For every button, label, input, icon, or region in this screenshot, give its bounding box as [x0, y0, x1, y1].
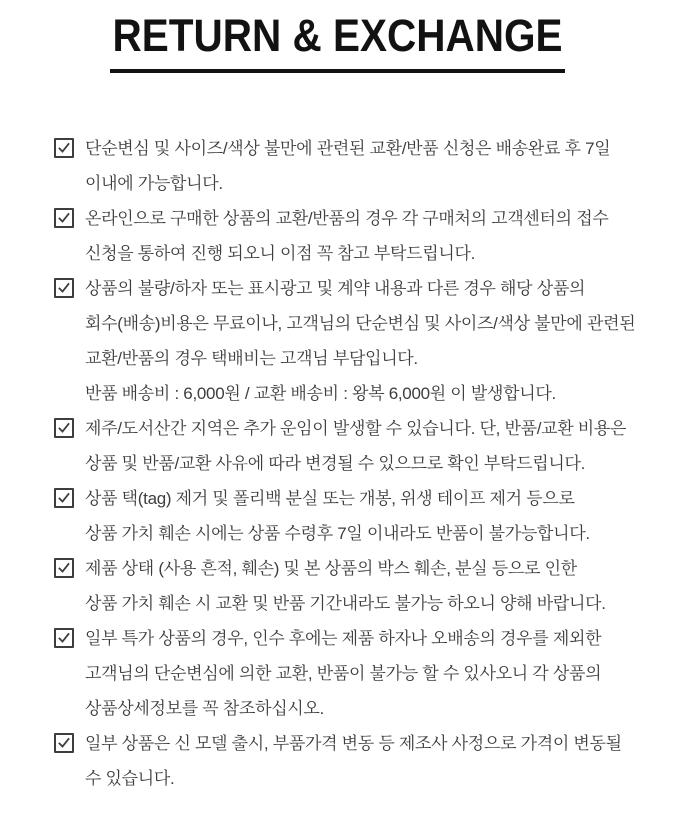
policy-item: [54, 621, 651, 726]
policy-item: [54, 271, 651, 411]
checked-checkbox-icon: [54, 558, 74, 578]
policy-item: [54, 726, 651, 796]
policy-item-line: 수 있습니다.: [85, 769, 175, 788]
policy-item-line: 반품 배송비 : 6,000원 / 교환 배송비 : 왕복 6,000원 이 발생합니다.: [85, 384, 556, 403]
policy-item-line: 일부 특가 상품의 경우, 인수 후에는 제품 하자나 오배송의 경우를 제외한: [85, 629, 602, 648]
checked-checkbox-icon: [54, 418, 74, 438]
policy-item-line: 고객님의 단순변심에 의한 교환, 반품이 불가능 할 수 있사오니 각 상품의: [85, 664, 602, 683]
checked-checkbox-icon: [54, 733, 74, 753]
checked-checkbox-icon: [54, 278, 74, 298]
policy-item-line: 온라인으로 구매한 상품의 교환/반품의 경우 각 구매처의 고객센터의 접수: [85, 209, 609, 228]
policy-item-line: 교환/반품의 경우 택배비는 고객님 부담입니다.: [85, 349, 418, 368]
policy-item-line: 상품의 불량/하자 또는 표시광고 및 계약 내용과 다른 경우 해당 상품의: [85, 279, 586, 298]
policy-item-text: [85, 551, 651, 621]
policy-item-text: [85, 131, 651, 201]
page-title: RETURN & EXCHANGE: [112, 10, 563, 61]
policy-item-line: 일부 상품은 신 모델 출시, 부품가격 변동 등 제조사 사정으로 가격이 변동될: [85, 734, 622, 753]
policy-item-line: 제주/도서산간 지역은 추가 운임이 발생할 수 있습니다. 단, 반품/교환 비용은: [85, 419, 627, 438]
policy-item-line: 상품 가치 훼손 시 교환 및 반품 기간내라도 불가능 하오니 양해 바랍니다.: [85, 594, 606, 613]
checked-checkbox-icon: [54, 208, 74, 228]
policy-item: [54, 411, 651, 481]
policy-item-line: 단순변심 및 사이즈/색상 불만에 관련된 교환/반품 신청은 배송완료 후 7일: [85, 139, 611, 158]
title-underline: [110, 69, 565, 73]
policy-item-line: 신청을 통하여 진행 되오니 이점 꼭 참고 부탁드립니다.: [85, 244, 476, 263]
policy-item-text: [85, 201, 651, 271]
checked-checkbox-icon: [54, 138, 74, 158]
checked-checkbox-icon: [54, 628, 74, 648]
policy-item-line: 이내에 가능합니다.: [85, 174, 223, 193]
policy-item: [54, 481, 651, 551]
policy-item: [54, 131, 651, 201]
policy-item-text: [85, 621, 651, 726]
notice-header: [0, 0, 675, 73]
policy-item-line: 상품 가치 훼손 시에는 상품 수령후 7일 이내라도 반품이 불가능합니다.: [85, 524, 590, 543]
checked-checkbox-icon: [54, 488, 74, 508]
policy-item: [54, 551, 651, 621]
policy-list: [0, 131, 675, 796]
policy-item-line: 상품 택(tag) 제거 및 폴리백 분실 또는 개봉, 위생 테이프 제거 등으로: [85, 489, 575, 508]
policy-item-line: 상품 및 반품/교환 사유에 따라 변경될 수 있으므로 확인 부탁드립니다.: [85, 454, 586, 473]
policy-item-text: [85, 411, 651, 481]
policy-item: [54, 201, 651, 271]
policy-item-line: 회수(배송)비용은 무료이나, 고객님의 단순변심 및 사이즈/색상 불만에 관련된: [85, 314, 636, 333]
policy-item-text: [85, 726, 651, 796]
policy-item-text: [85, 271, 651, 411]
policy-item-text: [85, 481, 651, 551]
policy-item-line: 제품 상태 (사용 흔적, 훼손) 및 본 상품의 박스 훼손, 분실 등으로 인한: [85, 559, 577, 578]
policy-item-line: 상품상세정보를 꼭 참조하십시오.: [85, 699, 324, 718]
